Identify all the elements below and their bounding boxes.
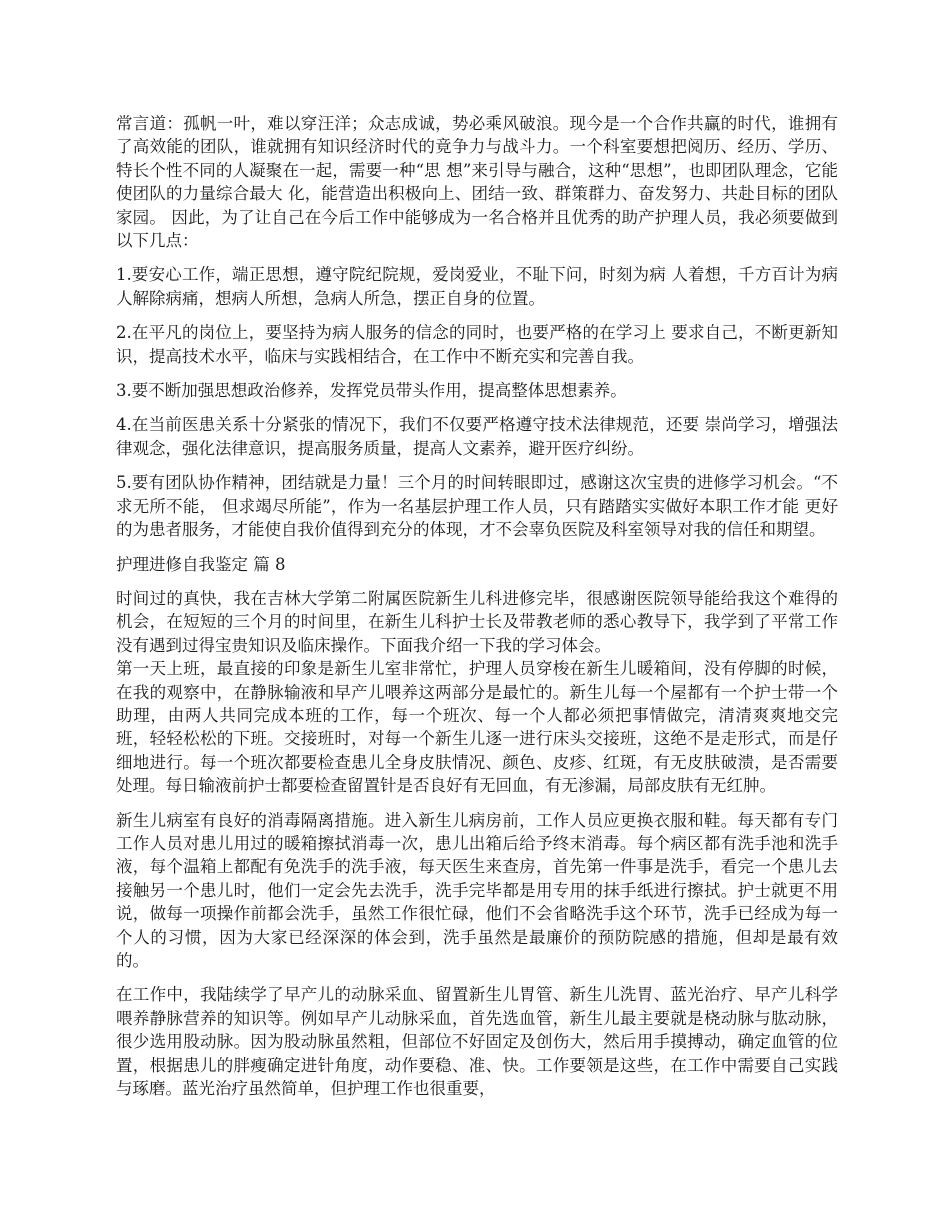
section-paragraph-1: 时间过的真快，我在吉林大学第二附属医院新生儿科进修完毕，很感谢医院领导能给我这个难得的机会，在短短的三个月的时间里，在新生儿科护士长及带教老师的悉心教导下，我学到了平常工作没有遇到过得宝贵知识及临床操作。下面我介绍一下我的学习体会。 xyxy=(116,588,838,655)
section-paragraph-3: 新生儿病室有良好的消毒隔离措施。进入新生儿病房前，工作人员应更换衣服和鞋。每天都有专门工作人员对患儿用过的暖箱擦拭消毒一次，患儿出箱后给予终末消毒。每个病区都有洗手池和洗手液，每个温箱上都配有免洗手的洗手液，每天医生来查房，首先第一件事是洗手，看完一个患儿去接触另一个患儿时，他们一定会先去洗手，洗手完毕都是用专用的抹手纸进行擦拭。护士就更不用说，做每一项操作前都会洗手，虽然工作很忙碌，他们不会省略洗手这个环节，洗手已经成为每一个人的习惯，因为大家已经深深的体会到，洗手虽然是最廉价的预防院感的措施，但却是最有效的。 xyxy=(116,810,838,970)
point-2-paragraph: 2.在平凡的岗位上，要坚持为病人服务的信念的同时，也要严格的在学习上 要求自己，不断更新知识，提高技术水平，临床与实践相结合，在工作中不断充实和完善自我。 xyxy=(116,323,838,366)
section-paragraph-2: 第一天上班，最直接的印象是新生儿室非常忙，护理人员穿梭在新生儿暖箱间，没有停脚的时候，在我的观察中，在静脉输液和早产儿喂养这两部分是最忙的。新生儿每一个屋都有一个护士带一个助理，由两人共同完成本班的工作，每一个班次、每一个人都必须把事情做完，清清爽爽地交完班，轻轻松松的下班。交接班时，对每一个新生儿逐一进行床头交接班，这绝不是走形式，而是仔细地进行。每一个班次都要检查患儿全身皮肤情况、颜色、皮疹、红斑，有无皮肤破溃，是否需要处理。每日输液前护士都要检查留置针是否良好有无回血，有无渗漏，局部皮肤有无红肿。 xyxy=(116,659,838,796)
point-5-paragraph: 5.要有团队协作精神，团结就是力量！三个月的时间转眼即过，感谢这次宝贵的进修学习机会。“不求无所不能， 但求竭尽所能”，作为一名基层护理工作人员，只有踏踏实实做好本职工作才能 更好的为患者服务，才能使自我价值得到充分的体现，才不会辜负医院及科室领导对我的信任和期望。 xyxy=(116,473,838,540)
document-page xyxy=(116,112,838,1111)
point-4-paragraph: 4.在当前医患关系十分紧张的情况下，我们不仅要严格遵守技术法律规范，还要 崇尚学习，增强法律观念，强化法律意识，提高服务质量，提高人文素养，避开医疗纠纷。 xyxy=(116,415,838,458)
section-heading: 护理进修自我鉴定 篇 8 xyxy=(116,554,286,574)
intro-paragraph: 常言道：孤帆一叶，难以穿汪洋；众志成诚，势必乘风破浪。现今是一个合作共赢的时代，谁拥有了高效能的团队，谁就拥有知识经济时代的竟争力与战斗力。一个科室要想把阅历、经历、学历、特长个性不同的人凝聚在一起，需要一种“思 想”来引导与融合，这种“思想”，也即团队理念，它能使团队的力量综合最大 化，能营造出积极向上、团结一致、群策群力、奋发努力、共赴目标的团队家园。 因此，为了让自己在今后工作中能够成为一名合格并且优秀的助产护理人员，我必须要做到以下几点： xyxy=(116,114,838,251)
point-1-paragraph: 1.要安心工作，端正思想，遵守院纪院规，爱岗爱业，不耻下问，时刻为病 人着想，千方百计为病人解除病痛，想病人所想，急病人所急，摆正自身的位置。 xyxy=(116,265,838,308)
section-paragraph-4: 在工作中，我陆续学了早产儿的动脉采血、留置新生儿胃管、新生儿洗胃、蓝光治疗、早产儿科学喂养静脉营养的知识等。例如早产儿动脉采血，首先选血管，新生儿最主要就是桡动脉与肱动脉，很少选用股动脉。因为股动脉虽然粗，但部位不好固定及创伤大，然后用手摸搏动，确定血管的位置，根据患儿的胖瘦确定进针角度，动作要稳、准、快。工作要领是这些，在工作中需要自己实践与琢磨。蓝光治疗虽然简单，但护理工作也很重要， xyxy=(116,985,838,1099)
point-3-paragraph: 3.要不断加强思想政治修养，发挥党员带头作用，提高整体思想素养。 xyxy=(116,381,627,401)
